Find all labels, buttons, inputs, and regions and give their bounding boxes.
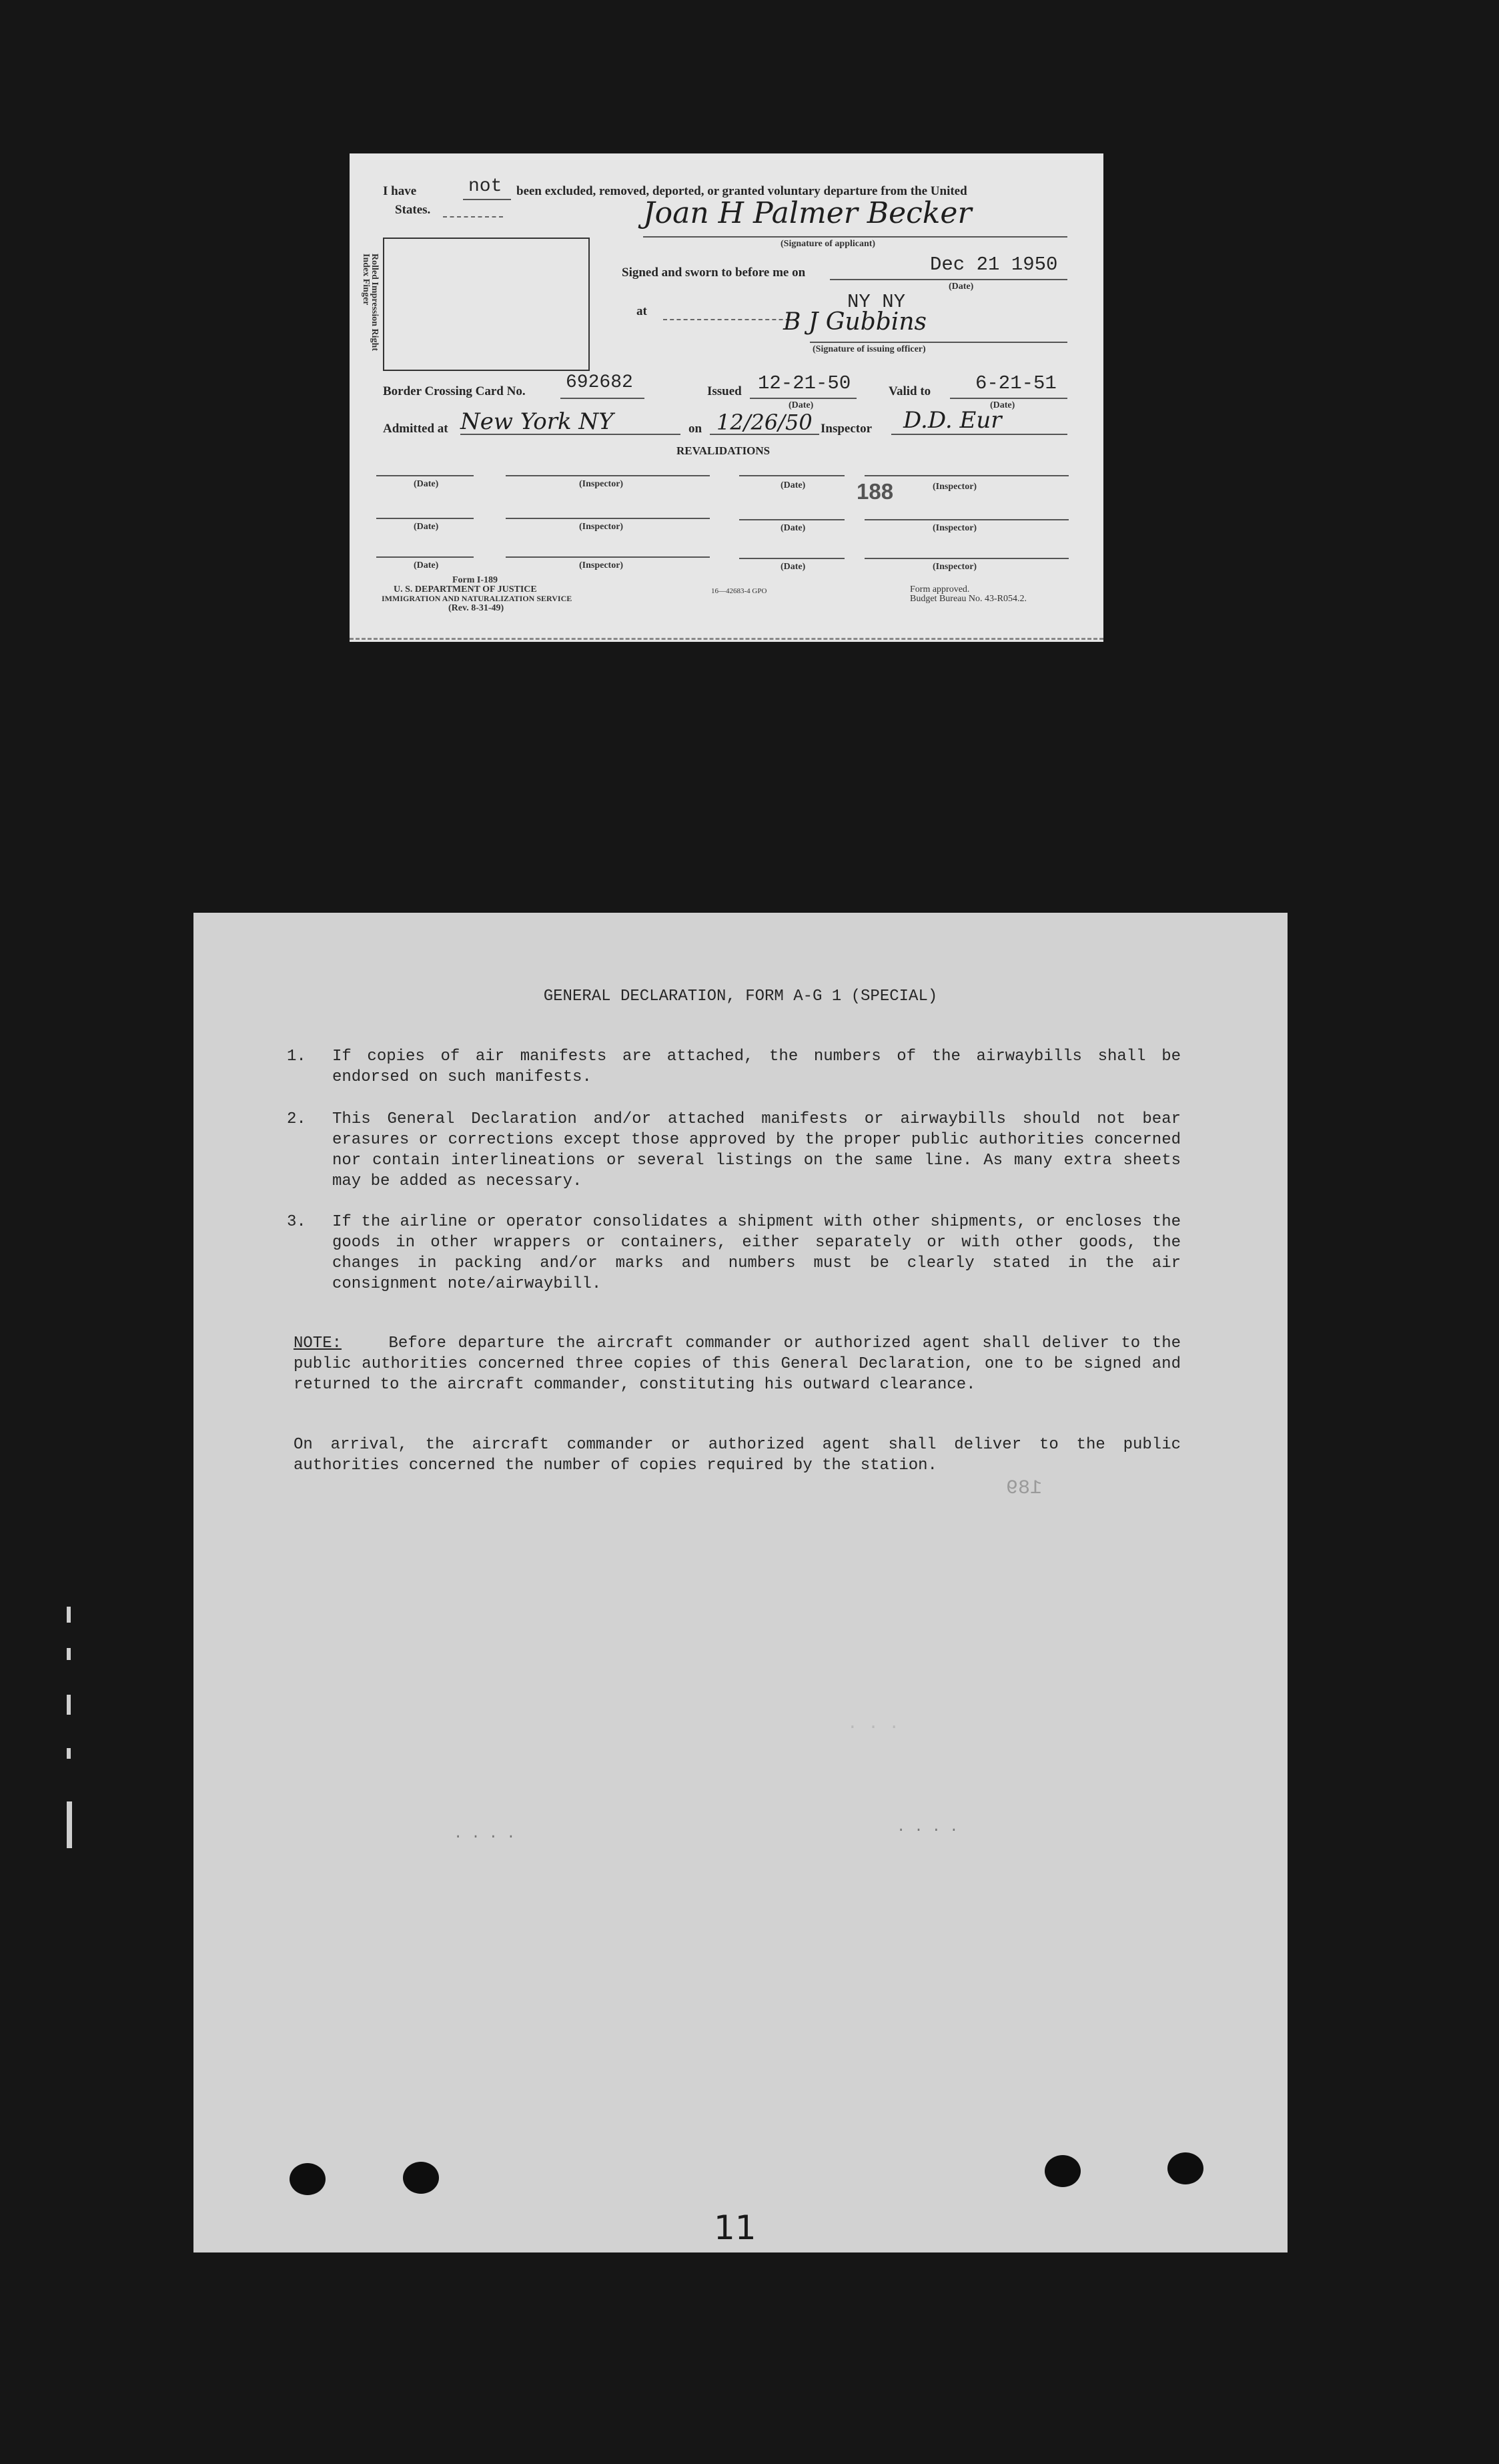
declaration-item — [287, 1212, 1181, 1294]
general-declaration-sheet — [193, 913, 1288, 2252]
border-crossing-card — [350, 153, 1103, 642]
edge-fragment — [67, 1695, 71, 1715]
edge-fragment — [67, 1801, 72, 1848]
bleed-through-mark: . . . . — [897, 1819, 959, 1835]
card-number: 692682 — [566, 372, 633, 393]
inspector-label: Inspector — [821, 422, 873, 436]
valid-date: 6-21-51 — [975, 372, 1057, 394]
sworn-label: Signed and sworn to before me on — [622, 266, 806, 280]
arrival-paragraph: On arrival, the aircraft commander or authorized agent shall deliver to the public authorities concerned the number of copies required by the station. — [294, 1436, 1181, 1475]
reval-date-caption: (Date) — [781, 480, 806, 490]
sworn-date: Dec 21 1950 — [930, 254, 1058, 276]
bleed-through-mark: . . . . — [454, 1825, 516, 1842]
admitted-label: Admitted at — [383, 422, 448, 436]
sworn-place: NY NY — [847, 291, 906, 313]
admitted-date: 12/26/50 — [716, 410, 813, 435]
footer-budget: Budget Bureau No. 43-R054.2. — [910, 594, 1027, 604]
edge-fragment — [67, 1607, 71, 1623]
reval-inspector-caption: (Inspector) — [579, 479, 624, 489]
bleed-through-number: 189 — [1006, 1477, 1043, 1500]
card-number-label: Border Crossing Card No. — [383, 384, 526, 398]
footer-form: Form I-189 — [452, 575, 498, 585]
edge-fragment — [67, 1648, 71, 1660]
reval-date-caption: (Date) — [414, 560, 439, 570]
declaration-item — [287, 1109, 1181, 1192]
declaration-title: GENERAL DECLARATION, FORM A-G 1 (SPECIAL) — [543, 987, 938, 1005]
reval-date-caption: (Date) — [414, 479, 439, 489]
item-number: 2. — [287, 1110, 306, 1128]
revalidations-label: REVALIDATIONS — [676, 444, 771, 457]
item-text: If the airline or operator consolidates a shipment with other shipments, or encloses the goods in other wrappers or containers, either separately or with other goods, the changes in packing and/or marks and numbers must be clearly stated in the air consignment note/airwaybill. — [332, 1213, 1181, 1293]
reval-inspector-caption: (Inspector) — [933, 523, 977, 533]
note-text: Before departure the aircraft commander or authorized agent shall deliver to the public authorities concerned three copies of this General Declaration, one to be signed and returned to the aircraft commander, constituting his outward clearance. — [294, 1334, 1181, 1394]
item-number: 3. — [287, 1213, 306, 1231]
officer-signature-caption: (Signature of issuing officer) — [813, 344, 926, 354]
declaration-item — [287, 1046, 1181, 1088]
issued-label: Issued — [707, 384, 742, 398]
statement-text: been excluded, removed, deported, or granted voluntary departure from the United — [516, 184, 967, 198]
valid-date-caption: (Date) — [990, 400, 1015, 410]
punch-hole — [403, 2162, 439, 2194]
footer-rev: (Rev. 8-31-49) — [448, 603, 504, 613]
reval-date-caption: (Date) — [781, 562, 806, 572]
stamp-number: 188 — [857, 479, 894, 504]
footer-dept: U. S. DEPARTMENT OF JUSTICE — [394, 584, 537, 594]
statement-line2: States. — [395, 203, 431, 217]
applicant-signature-caption: (Signature of applicant) — [781, 239, 876, 249]
reval-date-caption: (Date) — [414, 522, 439, 532]
issued-date: 12-21-50 — [758, 372, 851, 394]
fingerprint-box — [383, 238, 590, 371]
reval-date-caption: (Date) — [781, 523, 806, 533]
reval-inspector-caption: (Inspector) — [933, 562, 977, 572]
punch-hole — [1045, 2155, 1081, 2187]
at-label: at — [636, 304, 647, 318]
officer-signature: B J Gubbins — [783, 308, 927, 336]
edge-fragment — [67, 1748, 71, 1759]
applicant-signature: Joan H Palmer Becker — [643, 196, 972, 230]
statement-inserted: not — [468, 176, 502, 197]
punch-hole — [1167, 2152, 1203, 2184]
bottom-mark: 11 — [714, 2208, 757, 2247]
reval-inspector-caption: (Inspector) — [579, 522, 624, 532]
fingerprint-label: Rolled Impression Right Index Finger — [361, 254, 380, 351]
bleed-through-mark: . . . — [847, 1713, 900, 1733]
note-paragraph — [294, 1333, 1181, 1395]
punch-hole — [290, 2163, 326, 2195]
footer-service: IMMIGRATION AND NATURALIZATION SERVICE — [382, 594, 572, 603]
on-label: on — [688, 422, 702, 436]
admitted-place: New York NY — [460, 408, 614, 435]
sworn-date-caption: (Date) — [949, 282, 974, 292]
reval-inspector-caption: (Inspector) — [579, 560, 624, 570]
print-code: 16—42683-4 GPO — [711, 587, 767, 595]
item-text: If copies of air manifests are attached, the numbers of the airwaybills shall be endorsed on such manifests. — [332, 1048, 1181, 1086]
item-number: 1. — [287, 1048, 306, 1066]
item-text: This General Declaration and/or attached manifests or airwaybills should not bear erasures or corrections except those approved by the proper public authorities concerned nor contain interlineations or several listings on the same line. As many extra sheets may be added as necessary. — [332, 1110, 1181, 1190]
valid-label: Valid to — [889, 384, 931, 398]
footer-approved: Form approved. — [910, 584, 970, 594]
inspector-initials: D.D. Eur — [903, 407, 1002, 434]
statement-prefix: I have — [383, 184, 417, 198]
note-label: NOTE: — [294, 1334, 342, 1352]
issued-date-caption: (Date) — [789, 400, 814, 410]
reval-inspector-caption: (Inspector) — [933, 482, 977, 492]
